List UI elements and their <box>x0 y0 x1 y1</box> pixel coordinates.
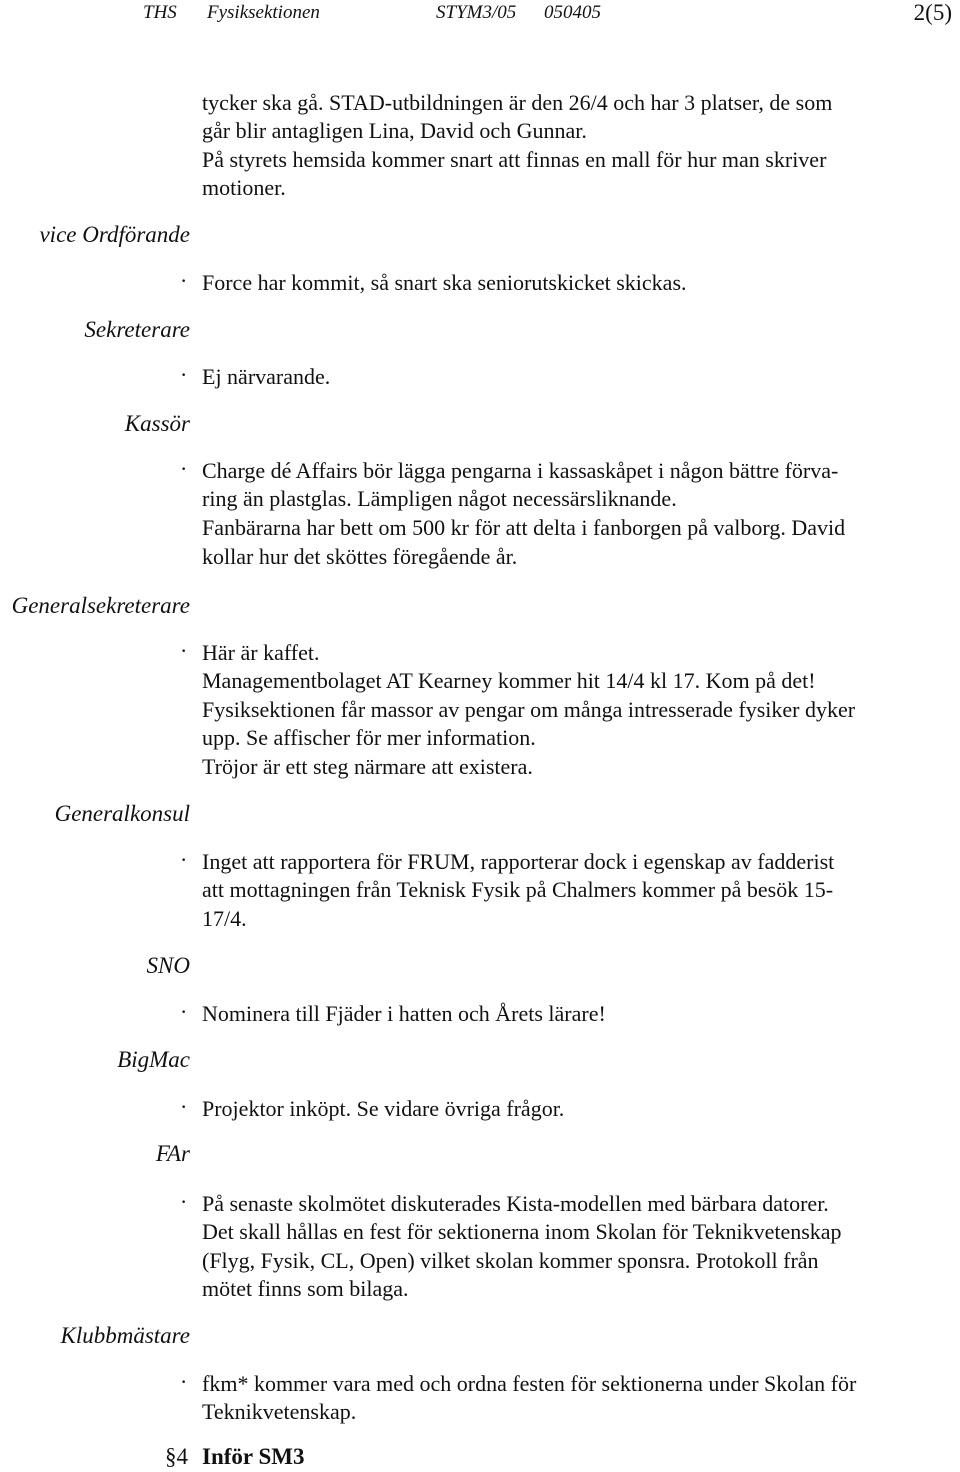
report-line: kollar hur det sköttes föregående år. <box>202 544 518 569</box>
report-line: Ej närvarande. <box>202 364 331 389</box>
bullet: · <box>180 268 188 293</box>
role-generalkonsul: Generalkonsul <box>54 801 190 826</box>
report-line: Nominera till Fjäder i hatten och Årets lärare! <box>202 1001 606 1026</box>
report-line: På senaste skolmötet diskuterades Kista-modellen med bärbara datorer. <box>202 1191 829 1216</box>
header-org: Fysiksektionen <box>207 2 320 23</box>
report-line: Fysiksektionen får massor av pengar om många intresserade fysiker dyker <box>202 697 856 722</box>
report-line: att mottagningen från Teknisk Fysik på Chalmers kommer på besök 15- <box>202 877 834 902</box>
role-far: FAr <box>155 1141 190 1166</box>
report-line: Här är kaffet. <box>202 640 320 665</box>
role-bigmac: BigMac <box>117 1047 190 1072</box>
header-doc-id: STYM3/05 <box>436 2 517 23</box>
bullet: · <box>180 1189 188 1214</box>
report-line: (Flyg, Fysik, CL, Open) vilket skolan kommer sponsra. Protokoll från <box>202 1248 819 1273</box>
report-line: Tröjor är ett steg närmare att existera. <box>202 754 533 779</box>
bullet: · <box>180 638 188 663</box>
report-line: mötet finns som bilaga. <box>202 1276 409 1301</box>
report-line: Managementbolaget AT Kearney kommer hit 14/4 kl 17. Kom på det! <box>202 668 816 693</box>
report-line: ring än plastglas. Lämpligen något necessärsliknande. <box>202 486 677 511</box>
intro-line: tycker ska gå. STAD-utbildningen är den 26/4 och har 3 platser, de som <box>202 90 833 115</box>
report-line: fkm* kommer vara med och ordna festen för sektionerna under Skolan för <box>202 1371 857 1396</box>
role-kassor: Kassör <box>124 411 190 436</box>
section-number: §4 <box>165 1444 188 1469</box>
bullet: · <box>180 847 188 872</box>
report-line: Det skall hållas en fest för sektionerna inom Skolan för Teknikvetenskap <box>202 1219 842 1244</box>
report-line: 17/4. <box>202 906 247 931</box>
report-line: Teknikvetenskap. <box>202 1399 357 1424</box>
intro-line: motioner. <box>202 175 286 200</box>
role-generalsekreterare: Generalsekreterare <box>11 593 190 618</box>
header-page-number: 2(5) <box>913 0 952 25</box>
bullet: · <box>180 456 188 481</box>
report-line: Projektor inköpt. Se vidare övriga frågor. <box>202 1096 565 1121</box>
intro-line: går blir antagligen Lina, David och Gunnar. <box>202 118 587 143</box>
role-sekreterare: Sekreterare <box>84 317 190 342</box>
role-sno: SNO <box>146 953 190 978</box>
report-line: Fanbärarna har bett om 500 kr för att delta i fanborgen på valborg. David <box>202 515 846 540</box>
bullet: · <box>180 1094 188 1119</box>
bullet: · <box>180 1369 188 1394</box>
role-vice-ordforande: vice Ordförande <box>39 222 190 247</box>
bullet: · <box>180 362 188 387</box>
bullet: · <box>180 999 188 1024</box>
report-line: Charge dé Affairs bör lägga pengarna i kassaskåpet i någon bättre förva- <box>202 458 839 483</box>
report-line: Force har kommit, så snart ska seniorutskicket skickas. <box>202 270 687 295</box>
header-date: 050405 <box>544 2 601 23</box>
section-title: Inför SM3 <box>202 1444 305 1469</box>
report-line: Inget att rapportera för FRUM, rapporterar dock i egenskap av fadderist <box>202 849 835 874</box>
role-klubbmastare: Klubbmästare <box>60 1323 190 1348</box>
report-line: upp. Se affischer för mer information. <box>202 725 536 750</box>
header-ths: THS <box>143 2 177 23</box>
intro-line: På styrets hemsida kommer snart att finnas en mall för hur man skriver <box>202 147 827 172</box>
